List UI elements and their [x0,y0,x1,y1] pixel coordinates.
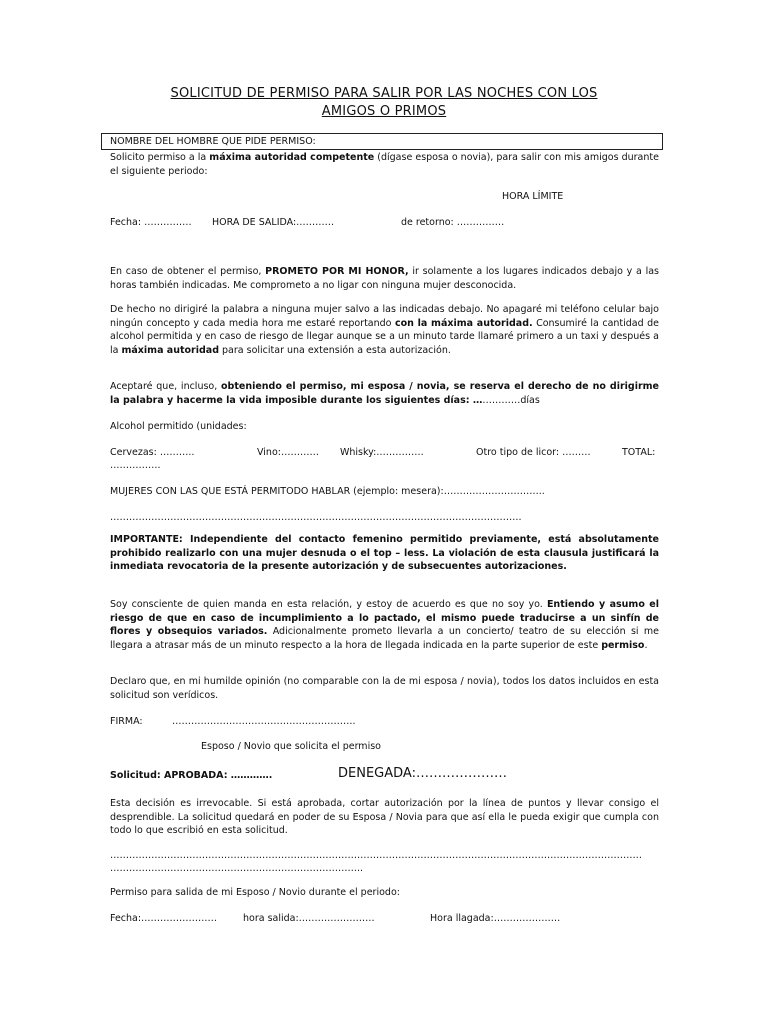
mujeres-dots-line[interactable]: …………………………………………………………………………………………………………………. [110,512,522,523]
importante-paragraph: IMPORTANTE: Independiente del contacto femenino permitido previamente, está absolutamente prohibido realizarlo con una mujer desnuda o el top – less. La violación de esta clausula justificará la inmediata revocatoria de la presente autorización y de subsecuentes autorizaciones. [110,534,659,572]
consciente-text-2: Adicionalmente prometo llevarla a un concierto/ teatro de su elección si me llegara a atrasar más de un minuto respecto a la hora de llegada indicada en la parte superior de este [110,626,659,651]
applicant-name-field[interactable] [101,133,663,150]
conduct-bold: con la máxima autoridad. [394,317,533,329]
otro-licor-field[interactable]: Otro tipo de licor: ……… [476,447,591,458]
honor-text-2: ir solamente a los lugares indicados debajo y a las horas también indicadas. Me comprometo a no ligar con ninguna mujer desconocida. [110,266,659,291]
honor-paragraph [110,265,659,292]
conduct-bold-2: máxima autoridad [121,344,219,356]
intro-text: Solicito permiso a la [110,152,210,163]
cut-line-2[interactable]: …………………………………………………………………….. [110,863,364,874]
intro-paragraph [110,151,659,178]
acceptance-paragraph [110,380,659,407]
total-label: TOTAL: [622,447,656,458]
cervezas-field[interactable]: Cervezas: ……….. [110,447,195,458]
fecha-field[interactable]: Fecha: …………… [110,217,192,228]
conduct-text: De hecho no dirigiré la palabra a ninguna mujer salvo a las indicadas debajo. No apagaré mi teléfono celular bajo ningún concepto y cada media hora me estaré reportando [110,304,659,329]
consciente-text: Soy consciente de quien manda en esta relación, y estoy de acuerdo es que no soy yo. [110,599,547,610]
honor-text: En caso de obtener el permiso, [110,266,266,277]
intro-text-2: (dígase esposa o novia), para salir con mis amigos durante el siguiente periodo: [110,152,659,177]
final-hora-salida-field[interactable]: hora salida:…………………… [243,913,375,924]
alcohol-label: Alcohol permitido (unidades: [110,421,247,432]
acceptance-bold: obteniendo el permiso, mi esposa / novia, se reserva el derecho de no dirigirme la palabra y hacerme la vida imposible durante los siguientes días: … [110,381,659,406]
firma-line[interactable]: …………………………………………………. [172,716,356,727]
whisky-field[interactable]: Whisky:…………… [340,447,424,458]
declaro-paragraph: Declaro que, en mi humilde opinión (no comparable con la de mi esposa / novia), todos los datos incluidos en esta solicitud son verídicos. [110,676,659,701]
decision-paragraph: Esta decisión es irrevocable. Si está aprobada, cortar autorización por la línea de puntos y llevar consigo el desprendible. La solicitud quedará en poder de su Esposa / Novia para que así ella le pueda exigir que cumpla con todo lo que escribió en esta solicitud. [110,798,659,836]
mujeres-permitidas-field[interactable]: MUJERES CON LAS QUE ESTÁ PERMITODO HABLAR (ejemplo: mesera):………………………….. [110,486,545,497]
hora-limite-label: HORA LÍMITE [502,191,564,202]
permiso-periodo-label: Permiso para salida de mi Esposo / Novio durante el periodo: [110,887,400,898]
solicitud-denegada-field[interactable]: DENEGADA:………………… [338,766,507,781]
firma-label: FIRMA: [110,716,143,727]
consciente-bold-2: permiso [601,639,645,651]
firma-caption: Esposo / Novio que solicita el permiso [201,741,381,752]
final-fecha-field[interactable]: Fecha:…………………… [110,913,218,924]
hora-salida-field[interactable]: HORA DE SALIDA:………… [212,217,335,228]
total-field[interactable]: ……………. [110,460,161,471]
consciente-text-3: . [644,639,648,651]
intro-bold: máxima autoridad competente [209,152,375,163]
conduct-text-3: para solicitar una extensión a esta autorización. [219,344,451,356]
vino-field[interactable]: Vino:………… [257,447,319,458]
document-title [110,85,658,121]
consciente-bold: Entiendo y asumo el riesgo de que en caso de incumplimiento a lo pactado, el mismo puede traducirse a un sinfín de flores y obsequios variados. [110,599,660,637]
final-hora-llegada-field[interactable]: Hora llagada:………………… [430,913,561,924]
conduct-paragraph [110,303,659,357]
applicant-name-label: NOMBRE DEL HOMBRE QUE PIDE PERMISO: [110,136,316,147]
conduct-text-2: Consumiré la cantidad de alcohol permitida y en caso de riesgo de llegar aunque se a un minuto tarde llamaré primero a un taxi y después a la [110,317,659,356]
acceptance-text-2: …………días [482,394,540,406]
title-line-2: AMIGOS O PRIMOS [321,104,447,119]
acceptance-text: Aceptaré que, incluso, [110,381,222,392]
consciente-paragraph [110,598,659,652]
retorno-field[interactable]: de retorno: …………… [401,217,505,228]
cut-line[interactable]: …………………………………………………………………………………………………………………………………………………… [110,850,642,861]
solicitud-aprobada-field[interactable]: Solicitud: APROBADA: …………. [110,770,273,781]
honor-bold: PROMETO POR MI HONOR, [265,266,409,277]
title-line-1: SOLICITUD DE PERMISO PARA SALIR POR LAS NOCHES CON LOS [170,86,598,101]
